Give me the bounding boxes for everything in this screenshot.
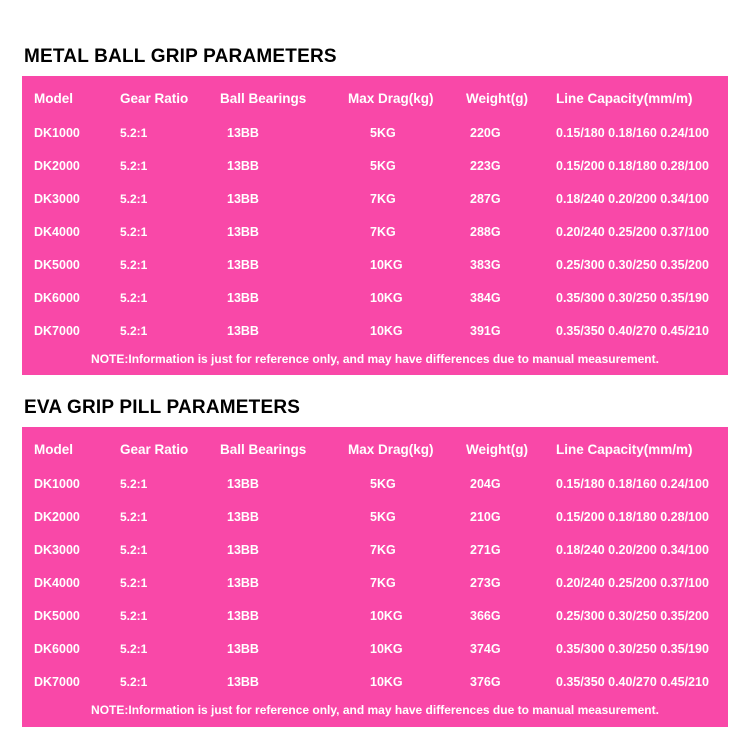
cell-gear-ratio: 5.2:1: [120, 125, 148, 140]
cell-max-drag: 5KG: [370, 509, 396, 524]
column-header-max-drag: Max Drag(kg): [348, 441, 434, 457]
cell-ball-bearings: 13BB: [227, 476, 259, 491]
cell-gear-ratio: 5.2:1: [120, 257, 148, 272]
table-header: [22, 427, 728, 467]
cell-max-drag: 5KG: [370, 476, 396, 491]
column-header-model: Model: [34, 90, 73, 106]
cell-model: DK2000: [34, 158, 80, 173]
table-row: [22, 281, 728, 314]
table-row: [22, 314, 728, 347]
cell-weight: 210G: [470, 509, 501, 524]
cell-ball-bearings: 13BB: [227, 323, 259, 338]
column-header-ball-bearings: Ball Bearings: [220, 441, 307, 457]
table: [22, 427, 728, 698]
table-header-row: [22, 427, 728, 467]
column-header-line-capacity: Line Capacity(mm/m): [556, 90, 693, 106]
cell-line-capacity: 0.15/200 0.18/180 0.28/100: [556, 509, 709, 524]
cell-max-drag: 7KG: [370, 575, 396, 590]
cell-max-drag: 10KG: [370, 641, 403, 656]
cell-weight: 374G: [470, 641, 501, 656]
page-title: EVA GRIP PILL PARAMETERS: [24, 397, 301, 419]
column-header-model: Model: [34, 441, 73, 457]
column-header-gear-ratio: Gear Ratio: [120, 441, 189, 457]
cell-ball-bearings: 13BB: [227, 125, 259, 140]
cell-gear-ratio: 5.2:1: [120, 158, 148, 173]
cell-line-capacity: 0.20/240 0.25/200 0.37/100: [556, 575, 709, 590]
cell-max-drag: 7KG: [370, 224, 396, 239]
column-header-gear-ratio: Gear Ratio: [120, 90, 189, 106]
column-header-max-drag: Max Drag(kg): [348, 90, 434, 106]
column-header-line-capacity: Line Capacity(mm/m): [556, 441, 693, 457]
table-body: [22, 467, 728, 698]
table-row: [22, 182, 728, 215]
table-row: [22, 215, 728, 248]
cell-gear-ratio: 5.2:1: [120, 575, 148, 590]
cell-max-drag: 10KG: [370, 323, 403, 338]
cell-weight: 366G: [470, 608, 501, 623]
table-row: [22, 599, 728, 632]
cell-weight: 288G: [470, 224, 501, 239]
cell-model: DK1000: [34, 476, 80, 491]
cell-model: DK7000: [34, 323, 80, 338]
cell-line-capacity: 0.15/180 0.18/160 0.24/100: [556, 125, 709, 140]
cell-model: DK4000: [34, 224, 80, 239]
table: [22, 76, 728, 347]
cell-gear-ratio: 5.2:1: [120, 674, 148, 689]
spec-table-metal-ball-grip: [22, 76, 728, 375]
cell-max-drag: 10KG: [370, 257, 403, 272]
column-header-ball-bearings: Ball Bearings: [220, 90, 307, 106]
cell-weight: 271G: [470, 542, 501, 557]
cell-gear-ratio: 5.2:1: [120, 224, 148, 239]
cell-max-drag: 10KG: [370, 608, 403, 623]
table-row: [22, 533, 728, 566]
cell-gear-ratio: 5.2:1: [120, 476, 148, 491]
cell-weight: 391G: [470, 323, 501, 338]
table-row: [22, 665, 728, 698]
cell-weight: 287G: [470, 191, 501, 206]
cell-weight: 376G: [470, 674, 501, 689]
cell-line-capacity: 0.25/300 0.30/250 0.35/200: [556, 608, 709, 623]
cell-line-capacity: 0.20/240 0.25/200 0.37/100: [556, 224, 709, 239]
cell-line-capacity: 0.25/300 0.30/250 0.35/200: [556, 257, 709, 272]
table-header-row: [22, 76, 728, 116]
cell-weight: 384G: [470, 290, 501, 305]
cell-max-drag: 10KG: [370, 674, 403, 689]
cell-weight: 204G: [470, 476, 501, 491]
cell-max-drag: 5KG: [370, 158, 396, 173]
cell-ball-bearings: 13BB: [227, 674, 259, 689]
section-metal-ball-grip: [22, 46, 728, 375]
cell-gear-ratio: 5.2:1: [120, 608, 148, 623]
cell-model: DK7000: [34, 674, 80, 689]
cell-max-drag: 7KG: [370, 542, 396, 557]
cell-line-capacity: 0.35/300 0.30/250 0.35/190: [556, 641, 709, 656]
cell-ball-bearings: 13BB: [227, 575, 259, 590]
cell-ball-bearings: 13BB: [227, 509, 259, 524]
column-header-weight: Weight(g): [466, 441, 528, 457]
cell-model: DK3000: [34, 542, 80, 557]
column-header-weight: Weight(g): [466, 90, 528, 106]
cell-weight: 273G: [470, 575, 501, 590]
cell-gear-ratio: 5.2:1: [120, 641, 148, 656]
cell-gear-ratio: 5.2:1: [120, 323, 148, 338]
cell-gear-ratio: 5.2:1: [120, 191, 148, 206]
cell-model: DK3000: [34, 191, 80, 206]
table-row: [22, 149, 728, 182]
cell-max-drag: 10KG: [370, 290, 403, 305]
table-row: [22, 632, 728, 665]
section-eva-grip-pill: [22, 397, 728, 726]
cell-model: DK1000: [34, 125, 80, 140]
cell-line-capacity: 0.35/350 0.40/270 0.45/210: [556, 323, 709, 338]
cell-ball-bearings: 13BB: [227, 257, 259, 272]
cell-max-drag: 5KG: [370, 125, 396, 140]
cell-line-capacity: 0.35/300 0.30/250 0.35/190: [556, 290, 709, 305]
cell-model: DK6000: [34, 290, 80, 305]
cell-model: DK5000: [34, 608, 80, 623]
cell-line-capacity: 0.18/240 0.20/200 0.34/100: [556, 191, 709, 206]
table-body: [22, 116, 728, 347]
cell-ball-bearings: 13BB: [227, 191, 259, 206]
cell-gear-ratio: 5.2:1: [120, 509, 148, 524]
cell-ball-bearings: 13BB: [227, 290, 259, 305]
cell-weight: 383G: [470, 257, 501, 272]
cell-model: DK2000: [34, 509, 80, 524]
table-row: [22, 467, 728, 500]
table-row: [22, 566, 728, 599]
page-title: METAL BALL GRIP PARAMETERS: [24, 46, 337, 67]
cell-line-capacity: 0.35/350 0.40/270 0.45/210: [556, 674, 709, 689]
table-note: NOTE:Information is just for reference only, and may have differences due to manual measurement.: [91, 703, 659, 718]
table-row: [22, 248, 728, 281]
cell-ball-bearings: 13BB: [227, 542, 259, 557]
cell-gear-ratio: 5.2:1: [120, 542, 148, 557]
cell-model: DK4000: [34, 575, 80, 590]
cell-max-drag: 7KG: [370, 191, 396, 206]
cell-ball-bearings: 13BB: [227, 608, 259, 623]
table-row: [22, 500, 728, 533]
cell-line-capacity: 0.15/200 0.18/180 0.28/100: [556, 158, 709, 173]
cell-model: DK5000: [34, 257, 80, 272]
cell-weight: 220G: [470, 125, 501, 140]
cell-gear-ratio: 5.2:1: [120, 290, 148, 305]
spec-table-eva-grip-pill: [22, 427, 728, 726]
table-row: [22, 116, 728, 149]
cell-weight: 223G: [470, 158, 501, 173]
cell-model: DK6000: [34, 641, 80, 656]
table-header: [22, 76, 728, 116]
cell-line-capacity: 0.18/240 0.20/200 0.34/100: [556, 542, 709, 557]
cell-line-capacity: 0.15/180 0.18/160 0.24/100: [556, 476, 709, 491]
table-note: NOTE:Information is just for reference only, and may have differences due to manual measurement.: [91, 352, 659, 366]
cell-ball-bearings: 13BB: [227, 158, 259, 173]
cell-ball-bearings: 13BB: [227, 641, 259, 656]
cell-ball-bearings: 13BB: [227, 224, 259, 239]
